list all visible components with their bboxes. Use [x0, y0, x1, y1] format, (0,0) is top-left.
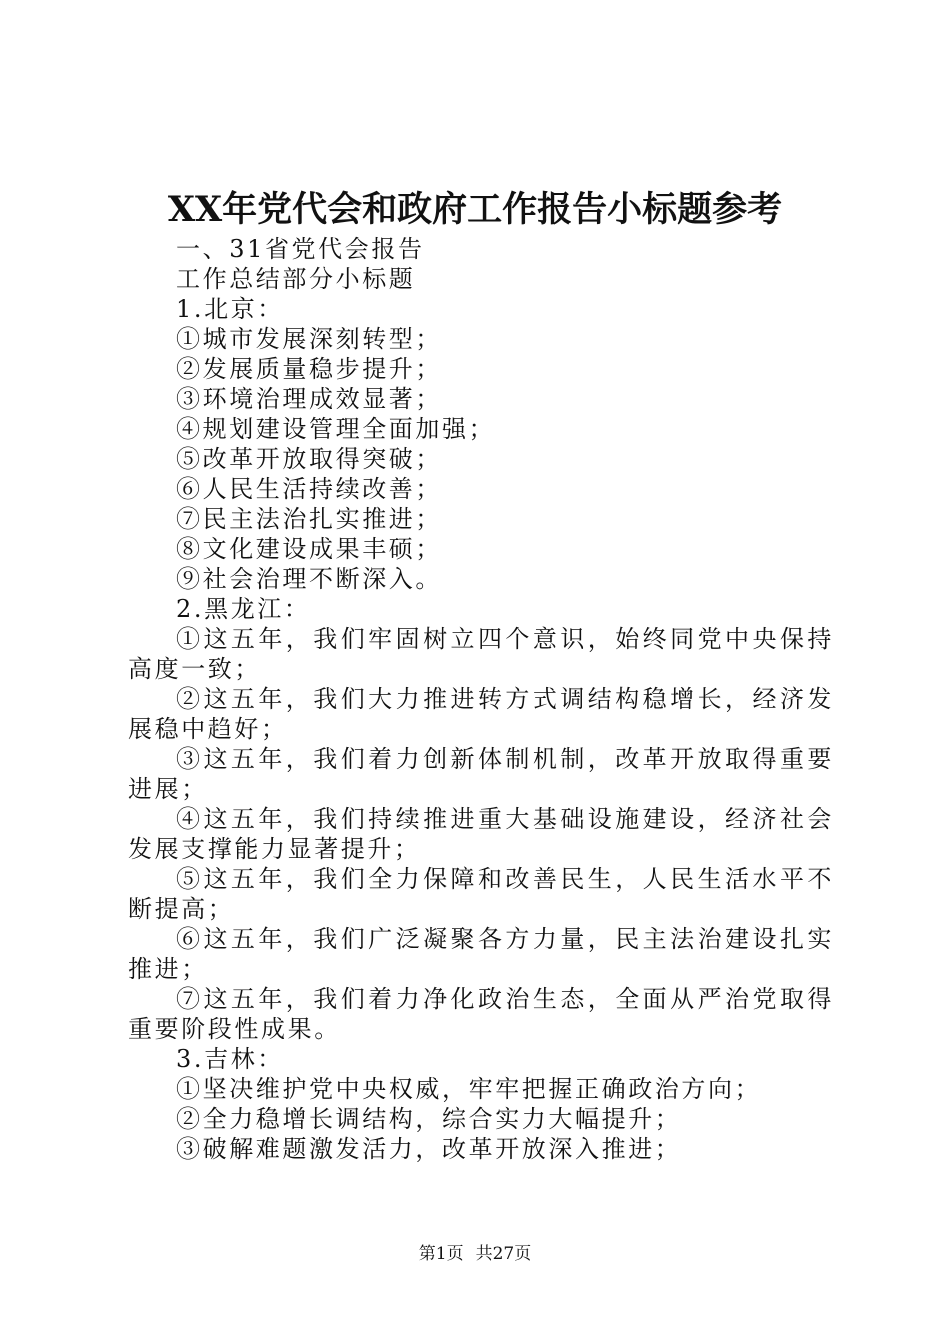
list-item: ⑨社会治理不断深入。: [176, 565, 442, 593]
subsection-heading: 工作总结部分小标题: [176, 265, 416, 293]
page-total: 共27页: [475, 1244, 532, 1264]
list-item: ⑦民主法治扎实推进；: [176, 505, 442, 533]
region-heading-beijing: 1.北京：: [176, 295, 284, 323]
paragraph-item: ⑥这五年，我们广泛凝聚各方力量，民主法治建设扎实推进；: [128, 925, 834, 983]
paragraph-item: ④这五年，我们持续推进重大基础设施建设，经济社会发展支撑能力显著提升；: [128, 805, 834, 863]
region-heading-jilin: 3.吉林：: [176, 1045, 284, 1073]
paragraph-item: ③这五年，我们着力创新体制机制，改革开放取得重要进展；: [128, 745, 834, 803]
paragraph-item: ①这五年，我们牢固树立四个意识，始终同党中央保持高度一致；: [128, 625, 834, 683]
list-item: ③破解难题激发活力，改革开放深入推进；: [176, 1135, 682, 1163]
list-item: ④规划建设管理全面加强；: [176, 415, 496, 443]
list-item: ⑥人民生活持续改善；: [176, 475, 442, 503]
list-item: ①坚决维护党中央权威，牢牢把握正确政治方向；: [176, 1075, 762, 1103]
document-title: XX年党代会和政府工作报告小标题参考: [167, 189, 783, 230]
list-item: ②发展质量稳步提升；: [176, 355, 442, 383]
paragraph-item: ⑤这五年，我们全力保障和改善民生，人民生活水平不断提高；: [128, 865, 834, 923]
region-heading-heilongjiang: 2.黑龙江：: [176, 595, 311, 623]
section-heading: 一、31省党代会报告: [176, 235, 425, 263]
paragraph-item: ⑦这五年，我们着力净化政治生态，全面从严治党取得重要阶段性成果。: [128, 985, 834, 1043]
list-item: ②全力稳增长调结构，综合实力大幅提升；: [176, 1105, 682, 1133]
paragraph-item: ②这五年，我们大力推进转方式调结构稳增长，经济发展稳中趋好；: [128, 685, 834, 743]
list-item: ⑤改革开放取得突破；: [176, 445, 442, 473]
list-item: ⑧文化建设成果丰硕；: [176, 535, 442, 563]
document-body: [128, 234, 834, 1164]
page-number: 第1页: [418, 1244, 464, 1264]
list-item: ①城市发展深刻转型；: [176, 325, 442, 353]
list-item: ③环境治理成效显著；: [176, 385, 442, 413]
page-footer: [0, 1242, 950, 1266]
